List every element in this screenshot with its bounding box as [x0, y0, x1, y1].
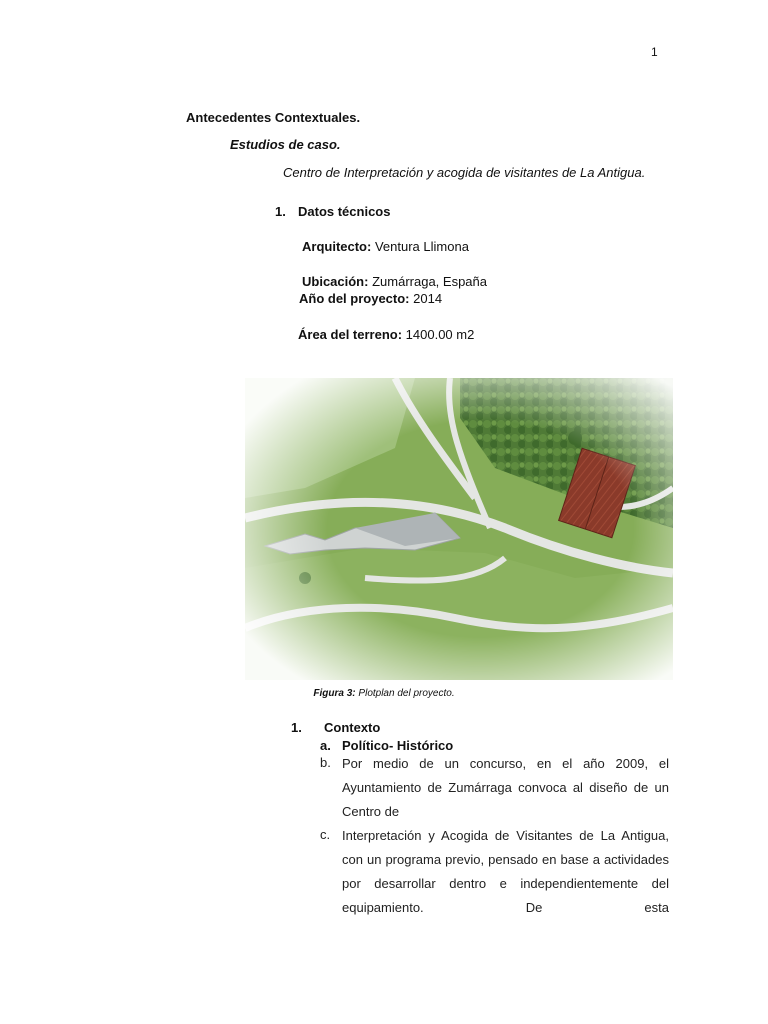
technical-data-title: Datos técnicos	[298, 204, 391, 219]
field-project-year	[299, 291, 442, 306]
field-label: Arquitecto:	[302, 239, 372, 254]
sublist-letter: a.	[320, 738, 331, 753]
field-label: Ubicación:	[302, 274, 369, 289]
figure-caption	[0, 688, 768, 699]
field-value: Ventura Llimona	[374, 239, 469, 254]
paragraph-c: Interpretación y Acogida de Visitantes de La Antigua, con un programa previo, pensado en base a actividades por desarrollar dentro e independientemente del equipamiento. De esta	[342, 828, 669, 915]
list-number: 1.	[275, 204, 286, 219]
field-value: Zumárraga, España	[372, 274, 487, 289]
caption-label: Figura 3:	[313, 688, 356, 699]
field-land-area	[298, 327, 474, 342]
field-architect	[302, 239, 469, 254]
section-heading: Antecedentes Contextuales.	[186, 110, 361, 125]
field-value: 1400.00 m2	[405, 327, 475, 342]
political-historic-title: Político- Histórico	[342, 738, 454, 753]
caption-text: Plotplan del proyecto.	[358, 688, 455, 699]
field-label: Área del terreno:	[298, 327, 403, 342]
list-letter: c.	[320, 827, 331, 842]
context-title: Contexto	[324, 720, 381, 735]
field-label: Año del proyecto:	[299, 291, 410, 306]
field-value: 2014	[413, 291, 443, 306]
list-letter: b.	[320, 755, 331, 770]
field-location	[302, 274, 487, 289]
site-plan-image	[245, 378, 673, 680]
paragraph-b: Por medio de un concurso, en el año 2009, el Ayuntamiento de Zumárraga convoca al diseño de un Centro de	[342, 756, 669, 819]
subheading: Estudios de caso.	[230, 137, 341, 152]
page-number: 1	[651, 45, 658, 59]
list-number: 1.	[291, 720, 302, 735]
case-study-title: Centro de Interpretación y acogida de visitantes de La Antigua.	[283, 165, 646, 180]
